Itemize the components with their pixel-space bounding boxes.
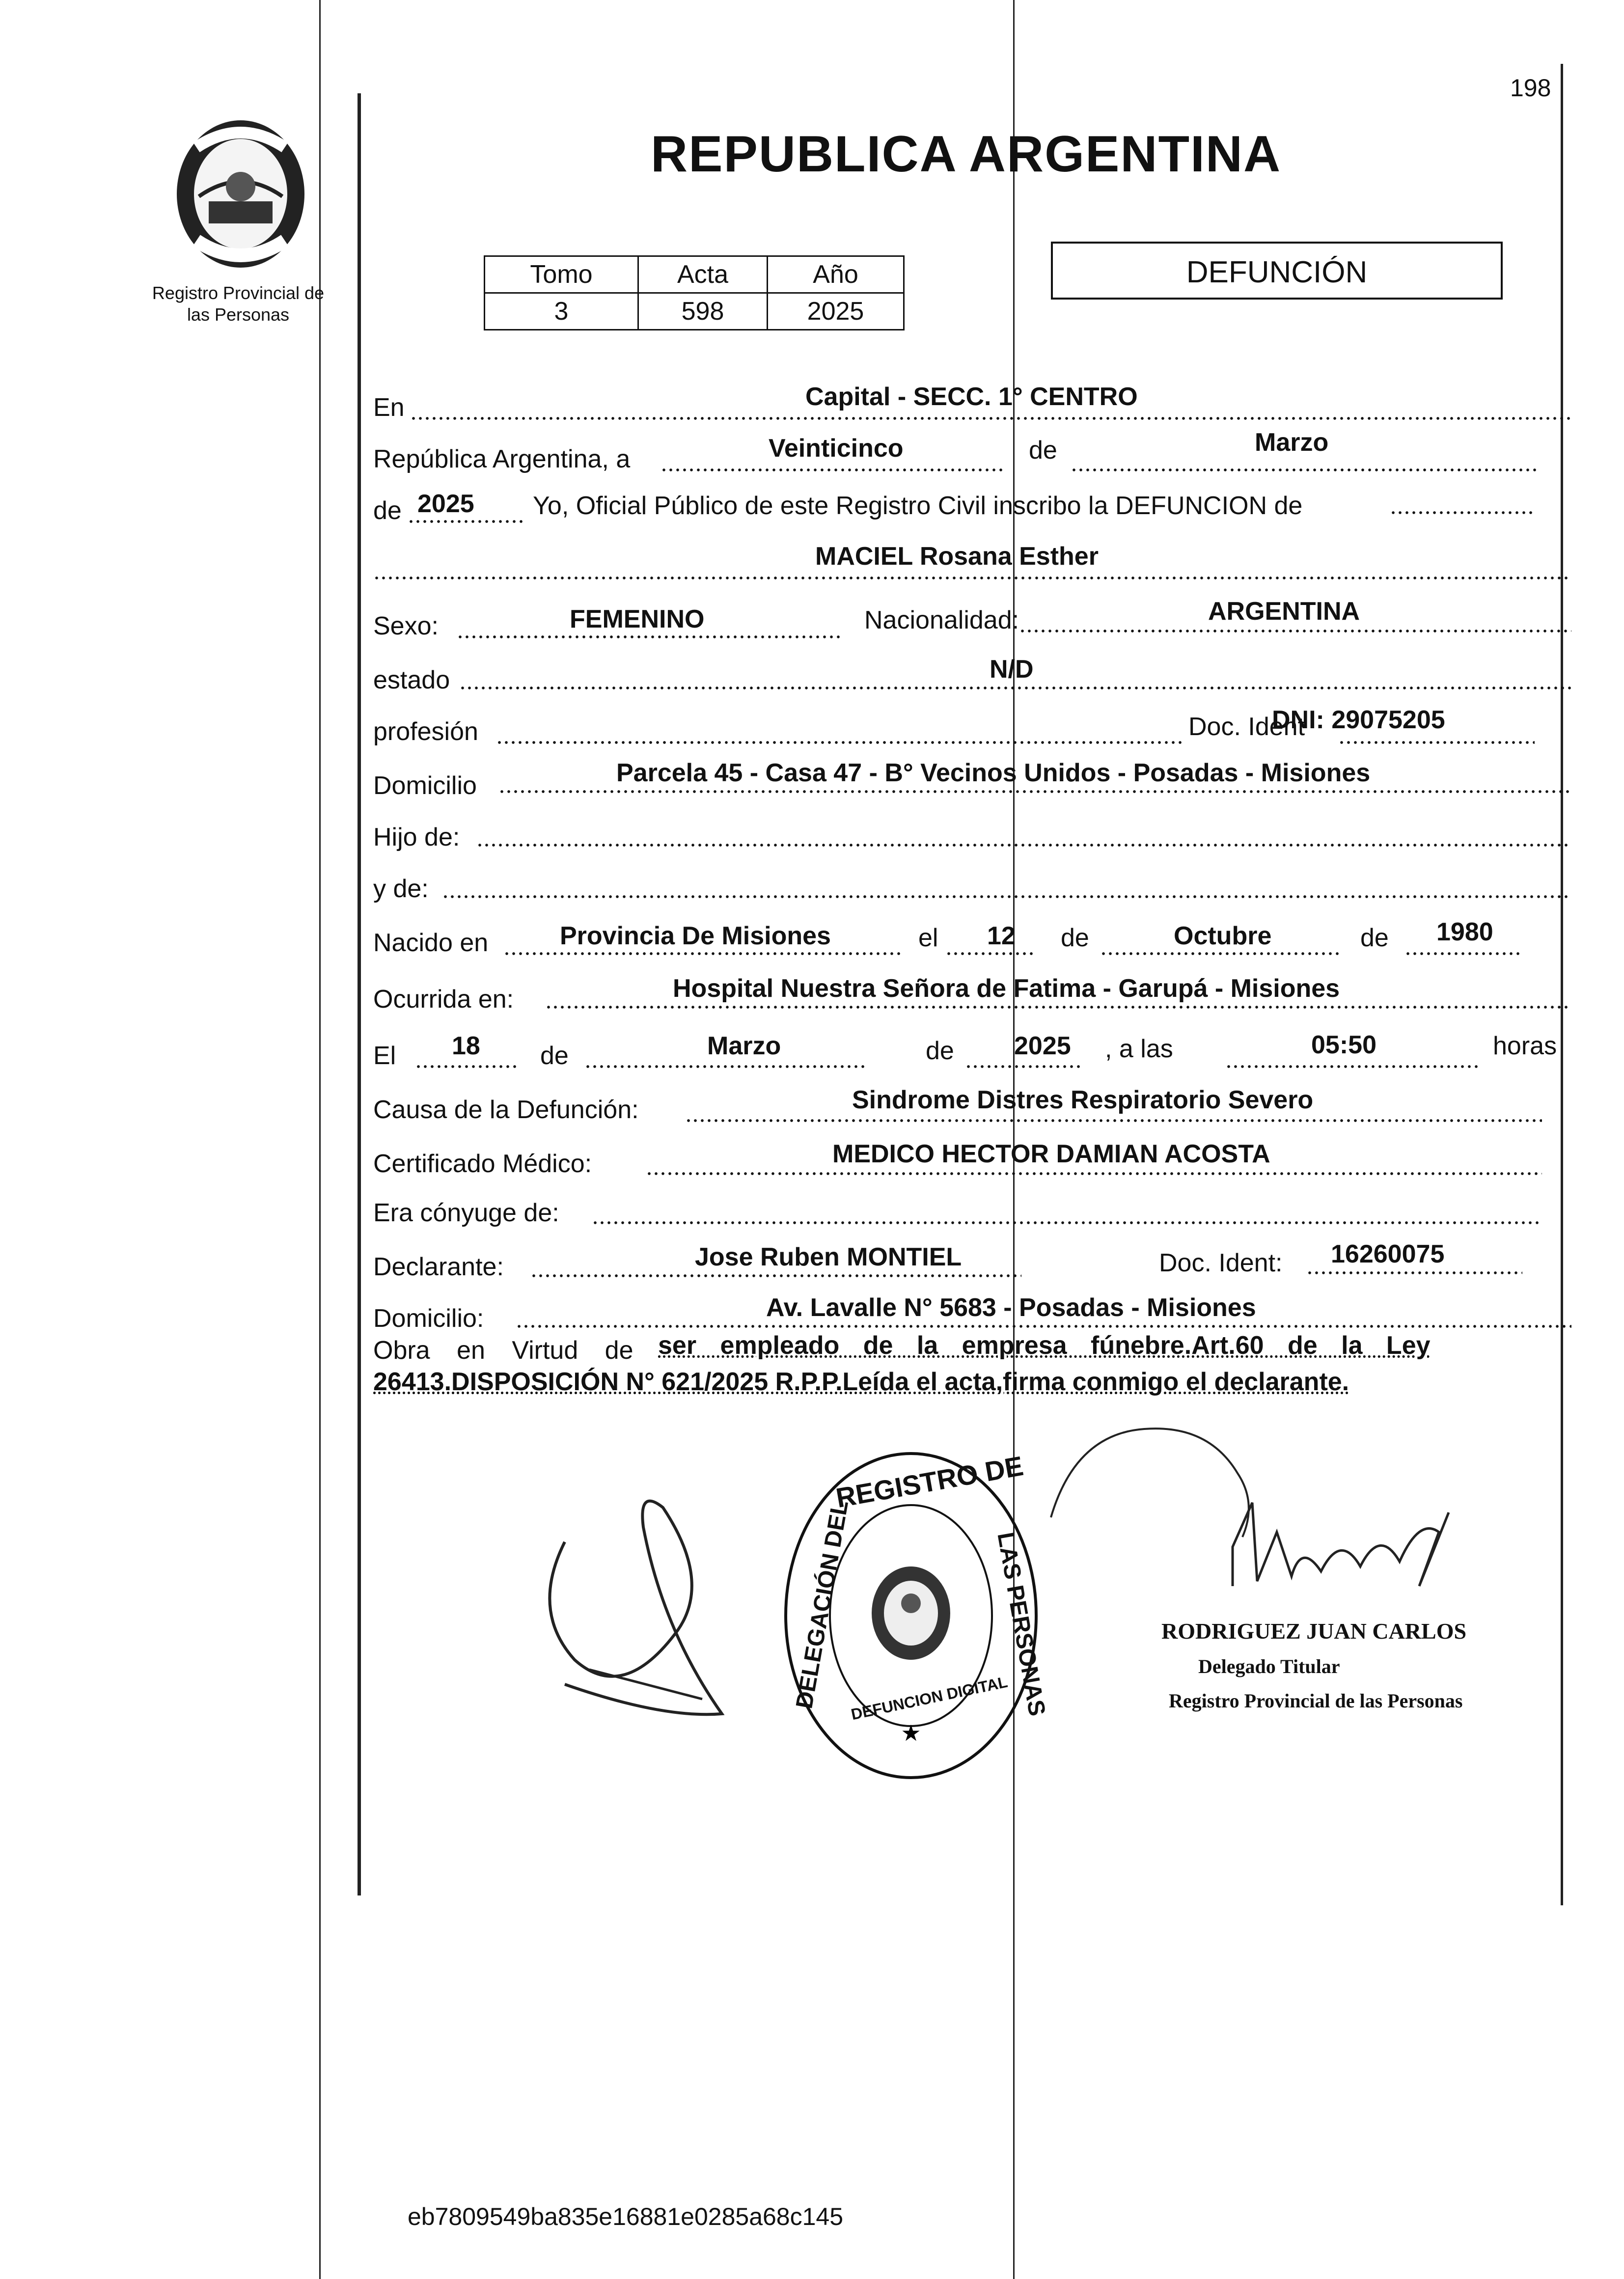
row-date: [373, 428, 1571, 474]
signatory-role: Delegado Titular: [1198, 1655, 1340, 1677]
death-de2: de: [926, 1037, 954, 1065]
domicilio-label: Domicilio: [373, 771, 477, 800]
province-seal: [167, 113, 314, 275]
conyuge-label: Era cónyuge de:: [373, 1199, 559, 1227]
row-profesion: [373, 706, 1571, 746]
nacionalidad-label: Nacionalidad:: [864, 606, 1019, 634]
horas-label: horas: [1493, 1032, 1557, 1060]
death-day: 18: [452, 1032, 480, 1060]
acta-header: Acta: [638, 256, 768, 293]
row-estado: [373, 655, 1571, 695]
death-de1: de: [540, 1042, 569, 1070]
anio-header: Año: [768, 256, 904, 293]
row-yde: [373, 869, 1571, 904]
obra-line1: ser empleado de la empresa fúnebre.Art.60 de la Ley: [658, 1331, 1431, 1360]
row-nacido: [373, 918, 1571, 958]
decl-doc-value: 16260075: [1331, 1240, 1445, 1268]
row-causa: [373, 1086, 1571, 1125]
document-title: REPUBLICA ARGENTINA: [651, 126, 1282, 183]
obra-prefix: Obra en Virtud de: [373, 1336, 633, 1365]
certificado-label: Certificado Médico:: [373, 1150, 592, 1178]
tomo-value: 3: [485, 293, 638, 330]
row-statement: [373, 491, 1571, 525]
birth-de2: de: [1360, 924, 1389, 952]
en-value: Capital - SECC. 1° CENTRO: [805, 383, 1138, 411]
en-label: En: [373, 393, 405, 422]
yde-label: y de:: [373, 875, 429, 903]
row-ocurrida: [373, 974, 1571, 1014]
obra-line2: 26413.DISPOSICIÓN N° 621/2025 R.P.P.Leída el acta,firma conmigo el declarante.: [373, 1368, 1349, 1396]
year-value: 2025: [417, 490, 474, 518]
birth-year: 1980: [1436, 918, 1493, 946]
doc-ident-label: Doc. Ident: [1188, 713, 1305, 741]
hijo-label: Hijo de:: [373, 823, 460, 851]
causa-label: Causa de la Defunción:: [373, 1096, 639, 1124]
ocurrida-label: Ocurrida en:: [373, 985, 514, 1014]
alas-label: , a las: [1105, 1035, 1173, 1063]
row-deceased: [373, 542, 1571, 582]
estado-value: N/D: [990, 655, 1034, 684]
row-conyuge: [373, 1193, 1571, 1228]
nacido-value: Provincia De Misiones: [560, 922, 831, 950]
sexo-value: FEMENINO: [570, 605, 705, 633]
fold-line-left: [319, 0, 321, 2279]
stamp-ring-left: DELEGACIÓN DEL: [791, 1498, 854, 1711]
de-label: de: [1029, 436, 1057, 465]
deceased-name: MACIEL Rosana Esther: [815, 542, 1099, 571]
row-domicilio2: [373, 1293, 1571, 1333]
stamp-ring-top: REGISTRO DE: [833, 1450, 1026, 1514]
document-type-box: DEFUNCIÓN: [1051, 242, 1503, 300]
stamp-inner: DEFUNCION DIGITAL: [849, 1673, 1009, 1724]
fold-line-margin: [358, 93, 361, 1895]
stamp-ring-right: LAS PERSONAS: [992, 1530, 1050, 1718]
officer-signature: [1046, 1419, 1488, 1625]
signatory-name: RODRIGUEZ JUAN CARLOS: [1161, 1619, 1467, 1644]
row-death-date: [373, 1031, 1571, 1071]
domicilio2-label: Domicilio:: [373, 1304, 484, 1333]
birth-month: Octubre: [1174, 922, 1272, 950]
page-number: 198: [1510, 74, 1551, 102]
profesion-label: profesión: [373, 717, 478, 746]
statement-text: Yo, Oficial Público de este Registro Civil inscribo la DEFUNCION de: [533, 492, 1303, 520]
decl-doc-label: Doc. Ident:: [1159, 1249, 1283, 1277]
domicilio2-value: Av. Lavalle N° 5683 - Posadas - Misiones: [766, 1293, 1256, 1322]
row-certificado: [373, 1140, 1571, 1179]
causa-value: Sindrome Distres Respiratorio Severo: [852, 1086, 1314, 1114]
acta-value: 598: [638, 293, 768, 330]
death-year: 2025: [1014, 1032, 1071, 1060]
reference-table: [484, 255, 905, 330]
anio-value: 2025: [768, 293, 904, 330]
nacido-label: Nacido en: [373, 929, 489, 957]
declarante-label: Declarante:: [373, 1253, 504, 1281]
signatory-office: Registro Provincial de las Personas: [1169, 1690, 1463, 1712]
birth-day: 12: [987, 922, 1016, 950]
declarant-signature: [516, 1483, 810, 1743]
sexo-label: Sexo:: [373, 612, 439, 640]
row-declarante: [373, 1240, 1571, 1282]
birth-de1: de: [1061, 924, 1089, 952]
nacionalidad-value: ARGENTINA: [1208, 597, 1360, 626]
svg-text:★: ★: [901, 1720, 921, 1746]
registry-label: Registro Provincial de las Personas: [152, 283, 325, 325]
day-words: Veinticinco: [769, 434, 904, 463]
doc-ident-value: DNI: 29075205: [1272, 706, 1445, 734]
tomo-header: Tomo: [485, 256, 638, 293]
row-sexo: [373, 597, 1571, 641]
ocurrida-value: Hospital Nuestra Señora de Fatima - Garupá - Misiones: [673, 974, 1340, 1003]
domicilio-value: Parcela 45 - Casa 47 - B° Vecinos Unidos - Posadas - Misiones: [616, 759, 1371, 787]
el2-label: El: [373, 1042, 396, 1070]
death-time: 05:50: [1311, 1031, 1376, 1059]
row-en: [373, 383, 1571, 422]
declarante-value: Jose Ruben MONTIEL: [695, 1243, 962, 1271]
document-hash: eb7809549ba835e16881e0285a68c145: [408, 2203, 844, 2230]
row-domicilio: [373, 759, 1571, 800]
republica-label: República Argentina, a: [373, 445, 631, 473]
el-label: el: [918, 924, 938, 952]
death-month: Marzo: [707, 1032, 781, 1060]
year-prefix: de: [373, 496, 402, 525]
obra-paragraph: [373, 1331, 1571, 1397]
row-hijo: [373, 818, 1571, 852]
month-value: Marzo: [1255, 428, 1329, 457]
estado-label: estado: [373, 666, 450, 694]
certificado-value: MEDICO HECTOR DAMIAN ACOSTA: [832, 1140, 1270, 1168]
